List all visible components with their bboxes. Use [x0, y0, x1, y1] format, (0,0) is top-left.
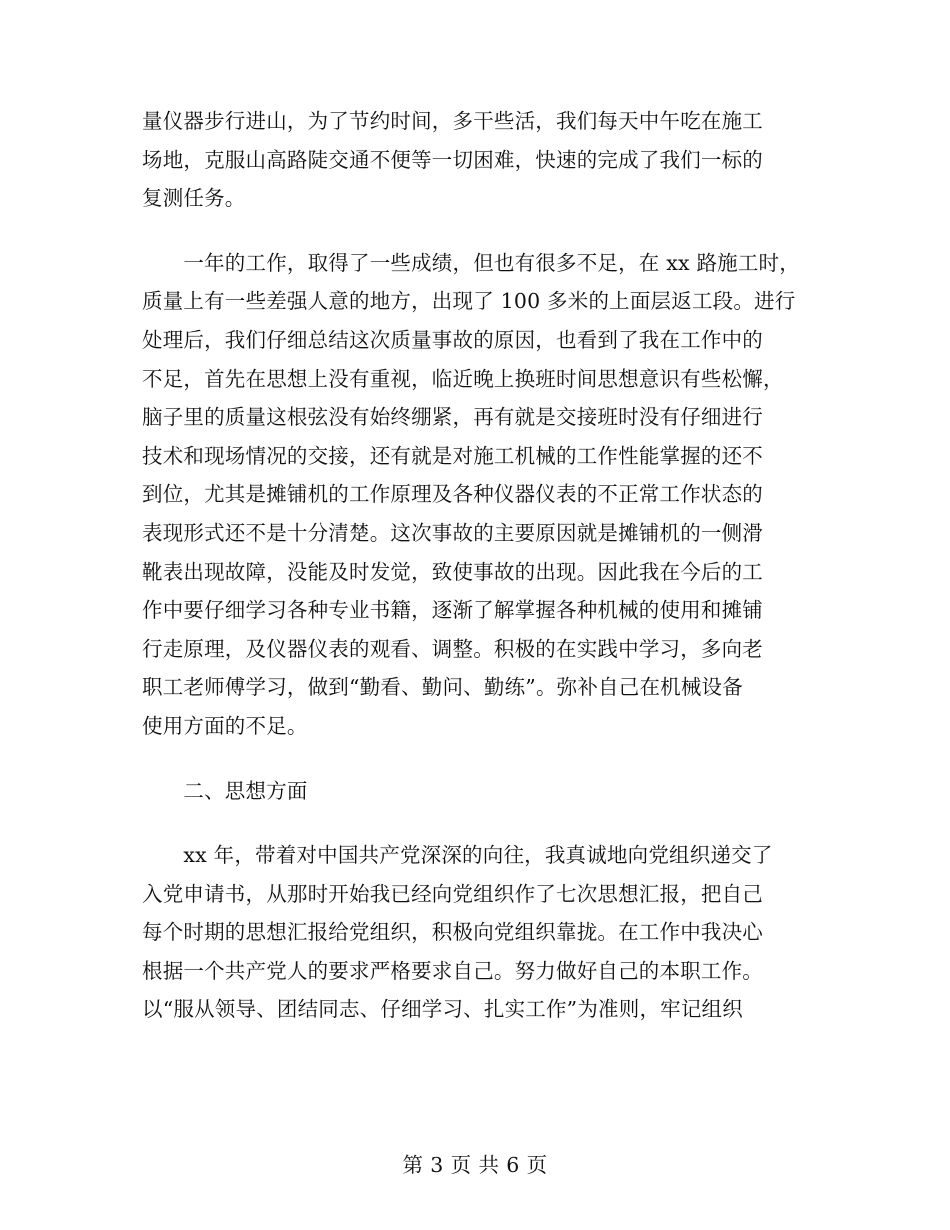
text-line: 一年的工作，取得了一些成绩，但也有很多不足，在 xx 路施工时， — [142, 250, 800, 275]
text-line: 作中要仔细学习各种专业书籍，逐渐了解掌握各种机械的使用和摊铺 — [142, 598, 763, 623]
text-line: 到位，尤其是摊铺机的工作原理及各种仪器仪表的不正常工作状态的 — [142, 482, 763, 507]
text-line: 处理后，我们仔细总结这次质量事故的原因，也看到了我在工作中的 — [142, 327, 763, 352]
text-line: 量仪器步行进山，为了节约时间，多干些活，我们每天中午吃在施工 — [142, 109, 763, 133]
document-body — [142, 102, 814, 1029]
page-number-footer: 第 3 页 共 6 页 — [402, 1153, 548, 1177]
text-line: 靴表出现故障，没能及时发觉，致使事故的出现。因此我在今后的工 — [142, 559, 763, 584]
text-line: 脑子里的质量这根弦没有始终绷紧，再有就是交接班时没有仔细进行 — [142, 405, 763, 430]
section-heading-thought — [142, 772, 814, 811]
text-line: 复测任务。 — [142, 186, 246, 211]
text-line: 每个时期的思想汇报给党组织，积极向党组织靠拢。在工作中我决心 — [142, 920, 763, 945]
paragraph-party-application — [142, 836, 814, 1029]
paragraph-spacer — [142, 810, 814, 836]
paragraph-spacer — [142, 218, 814, 244]
paragraph-spacer — [142, 746, 814, 772]
text-line: 场地，克服山高路陡交通不便等一切困难，快速的完成了我们一标的 — [142, 147, 763, 172]
text-line: 质量上有一些差强人意的地方，出现了 100 多米的上面层返工段。进行 — [142, 289, 796, 314]
text-line: xx 年，带着对中国共产党深深的向往，我真诚地向党组织递交了 — [142, 843, 773, 868]
section-heading: 二、思想方面 — [142, 778, 308, 803]
text-line: 技术和现场情况的交接，还有就是对施工机械的工作性能掌握的还不 — [142, 443, 763, 468]
text-line: 行走原理，及仪器仪表的观看、调整。积极的在实践中学习，多向老 — [142, 636, 763, 661]
text-line: 以“服从领导、团结同志、仔细学习、扎实工作”为准则，牢记组织 — [142, 997, 743, 1022]
text-line: 入党申请书，从那时开始我已经向党组织作了七次思想汇报，把自己 — [142, 881, 763, 906]
text-line: 根据一个共产党人的要求严格要求自己。努力做好自己的本职工作。 — [142, 958, 763, 983]
text-line: 表现形式还不是十分清楚。这次事故的主要原因就是摊铺机的一侧滑 — [142, 520, 763, 545]
text-line: 使用方面的不足。 — [142, 713, 308, 738]
paragraph-survey-task — [142, 102, 814, 218]
text-line: 不足，首先在思想上没有重视，临近晚上换班时间思想意识有些松懈， — [142, 366, 784, 391]
paragraph-shortcomings — [142, 244, 814, 746]
text-line: 职工老师傅学习，做到“勤看、勤问、勤练”。弥补自己在机械设备 — [142, 675, 743, 700]
